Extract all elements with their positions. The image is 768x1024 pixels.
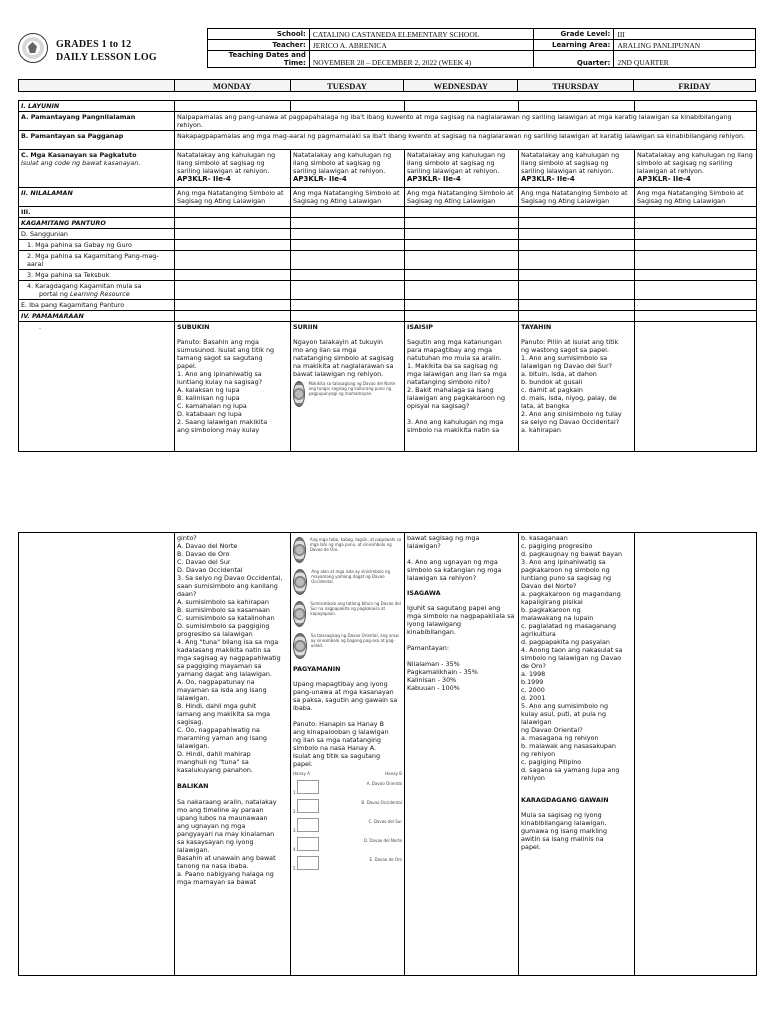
text-line [177, 790, 288, 798]
karagdagang-kagamitan-line2: portal ng [39, 290, 68, 298]
kasanayan-code: AP3KLR- IIe-4 [521, 175, 575, 183]
text-line: tanong na nasa ibaba. [177, 862, 249, 870]
text-line: B. Davao de Oro [177, 550, 230, 558]
text-line: Panuto: Hanapin sa Hanay B [293, 720, 384, 728]
kagamitang-panturo-label: KAGAMITANG PANTURO [19, 218, 175, 229]
text-line: 1. Ano ang sumisimbolo sa [521, 354, 608, 362]
tayahin-continued-text [521, 534, 632, 782]
day-header-row [18, 79, 756, 92]
text-line: ang simbolong may kulay [177, 426, 260, 434]
isaisip-heading: ISAISIP [407, 323, 433, 331]
deped-seal-logo [18, 33, 48, 63]
text-line: ang ugnayan ng mga [177, 822, 246, 830]
kasanayan-sublabel: Isulat ang code ng bawat kasanayan. [21, 159, 141, 167]
procedure-wednesday [405, 322, 519, 452]
pamantayang-pangnilalaman-label: A. Pamantayang Pangnilalaman [19, 112, 175, 131]
text-line: kapaligirang pisikal [521, 598, 583, 606]
seal-item [293, 569, 402, 595]
text-line: a. 1998 [521, 670, 546, 678]
text-line: yamang dagat ang lalawigan. [177, 670, 272, 678]
day-header-blank [19, 80, 175, 92]
area-label: Learning Area: [534, 40, 614, 51]
page2-wednesday [405, 533, 519, 976]
text-line: lamang ang makikita sa mga [177, 710, 271, 718]
pagyamanin-text [293, 680, 402, 768]
teacher-value: JERICO A. ABRENICA [309, 40, 534, 51]
text-line: de Oro? [521, 662, 546, 670]
school-value: CATALINO CASTANEDA ELEMENTARY SCHOOL [309, 29, 534, 40]
gabay-ng-guro-label: 1. Mga pahina sa Gabay ng Guro [19, 240, 175, 251]
dates-value: NOVEMBER 28 – DECEMBER 2, 2022 (WEEK 4) [309, 51, 534, 68]
text-line: b. bundok at gusali [521, 378, 583, 386]
nilalaman-friday: Ang mga Natatanging Simbolo at Sagisag ng Ating Lalawigan [635, 188, 757, 207]
text-line: luntiang kulay na sagisag? [177, 378, 263, 386]
isagawa-text [407, 604, 516, 692]
page2-label-cell [19, 533, 175, 976]
hanay-matching-list [293, 780, 402, 873]
seal-caption: Sumisimbolo ang tatlong bituin ng Davao del Sur na nagpapakita ng pagkakaisa at kapayapaan. [310, 601, 401, 616]
kasanayan-code: AP3KLR- IIe-4 [177, 175, 231, 183]
text-line: mo ang timeline ay paraan [177, 806, 264, 814]
pamamaraan-label: IV. PAMAMARAAN [19, 311, 175, 322]
tayahin-heading: TAYAHIN [521, 323, 552, 331]
text-line: Davao del Norte? [521, 582, 577, 590]
text-line: iyong lalawigang [407, 620, 462, 628]
text-line: na makikita at naglalarawan sa [293, 362, 394, 370]
text-line: pang-unawa at mga kasanayan [293, 688, 394, 696]
text-line: opisyal na sagisag? [407, 402, 470, 410]
lesson-log-table [18, 100, 757, 452]
text-line: Ngayon talakayin at tukuyin [293, 338, 383, 346]
text-line: simbolo sa katangian ng mga [407, 566, 502, 574]
text-line: a. Paano nabigyang halaga ng [177, 870, 274, 878]
text-line [407, 410, 516, 418]
procedure-label-cell: . [19, 322, 175, 452]
text-line: pangyayari na may kinalaman [177, 830, 275, 838]
hanay-b-item: B. Davao Occidental [361, 800, 402, 805]
hanay-a-number: 2. [293, 809, 297, 814]
teacher-label: Teacher: [208, 40, 310, 51]
text-line: mga simbolo na nagpapakilala sa [407, 612, 515, 620]
text-line: simbolo na nasa Hanay A. [293, 744, 377, 752]
day-tuesday: TUESDAY [290, 80, 404, 92]
hanay-row [293, 818, 402, 835]
text-line: lalawigan. [177, 694, 210, 702]
text-line: natutuhan mo mula sa aralin. [407, 354, 502, 362]
kasanayan-friday [635, 150, 757, 188]
kasanayan-tuesday [291, 150, 405, 188]
text-line: Nilalaman - 35% [407, 660, 460, 668]
text-line: mayaman sa isda ang isang [177, 686, 267, 694]
hanay-a-number: 5. [293, 866, 297, 871]
text-line: bawat lalawigan ng rehiyon. [293, 370, 384, 378]
day-friday: FRIDAY [634, 80, 756, 92]
layunin-label: I. LAYUNIN [19, 101, 175, 112]
kasanayan-code: AP3KLR- IIe-4 [407, 175, 461, 183]
provincial-seal-image [293, 537, 306, 563]
nilalaman-monday: Ang mga Natatanging Simbolo at Sagisag ng Ating Lalawigan [175, 188, 291, 207]
text-line: a. bituin, isda, at dahon [521, 370, 597, 378]
text-line: simbolo ng lalawigan ng Davao [521, 654, 622, 662]
iba-pang-kagamitan-label: E. Iba pang Kagamitang Panturo [19, 300, 175, 311]
text-line: D. sumisimbolo sa paggiging [177, 622, 270, 630]
hanay-row [293, 837, 402, 854]
day-thursday: THURSDAY [518, 80, 634, 92]
provincial-seal-image [293, 381, 305, 407]
text-line: Iguhit sa sagutang papel ang [407, 604, 501, 612]
area-value: ARALING PANLIPUNAN [614, 40, 756, 51]
kasanayan-monday [175, 150, 291, 188]
text-line: lalawigan. [177, 846, 210, 854]
teksbuk-label: 3. Mga pahina sa Teksbuk [19, 270, 175, 281]
text-line: A. sumisimbolo sa kahirapan [177, 598, 269, 606]
text-line: sagisag. [177, 718, 204, 726]
hanay-a-item [293, 837, 325, 854]
hanay-a-number: 3. [293, 828, 297, 833]
text-line: b. pagkakaroon ng [521, 606, 581, 614]
text-line: kadalasang makikita natin sa [177, 646, 271, 654]
text-line: papel. [177, 362, 197, 370]
text-line: c. 2000 [521, 686, 545, 694]
hanay-a-label: Hanay A [293, 771, 310, 776]
text-line: b. malawak ang nasasakupan [521, 742, 616, 750]
kasanayan-code: AP3KLR- IIe-4 [637, 175, 691, 183]
text-line: Upang mapagtibay ang iyong [293, 680, 388, 688]
text-line: Panuto: Piliin at isulat ang titik [521, 338, 619, 346]
hanay-row [293, 856, 402, 873]
provincial-seal-image [293, 633, 307, 659]
text-line: Kabuuan - 100% [407, 684, 460, 692]
nilalaman-thursday: Ang mga Natatanging Simbolo at Sagisag ng Ating Lalawigan [519, 188, 635, 207]
seal-thumbnail [297, 799, 319, 813]
hanay-row [293, 780, 402, 797]
text-line: Kalinisan - 30% [407, 676, 457, 684]
section-iii-label: III. [19, 207, 175, 218]
text-line: 3. Ano ang kahulugan ng mga [407, 418, 504, 426]
hanay-b-item: D. Davao del Norte [363, 838, 402, 843]
text-line: Isulat ang titik sa sagutang [293, 752, 381, 760]
text-line: 4. Ano ang ugnayan ng mga [407, 558, 498, 566]
text-line: 1. Makikita ba sa sagisag ng [407, 362, 498, 370]
karagdagang-gawain-text [521, 811, 632, 851]
procedure-monday [175, 322, 291, 452]
isaisip-continued-text [407, 534, 516, 582]
kasanayan-text: Natatalakay ang kahulugan ng ilang simbolo at sagisag ng sariling lalawigan at rehiyon. [521, 151, 620, 175]
text-line: C. Oo, nagpapahiwatig na [177, 726, 260, 734]
hanay-b-item: C. Davao del Sur [368, 819, 402, 824]
text-line: Panuto: Basahin ang mga [177, 338, 259, 346]
page2-tuesday [291, 533, 405, 976]
kasanayan-thursday [519, 150, 635, 188]
lesson-log-table-page2 [18, 532, 757, 976]
page2-friday [635, 533, 757, 976]
text-line: progresibo sa lalawigan [177, 630, 253, 638]
text-line: 2. Bakit mahalaga sa isang [407, 386, 494, 394]
dates-label-line1: Teaching Dates and [228, 51, 306, 59]
school-label: School: [208, 29, 310, 40]
text-line: C. sumisimbolo sa katalinohan [177, 614, 275, 622]
text-line: ng rehiyon [521, 750, 556, 758]
text-line: 4. Ang "tuna" bilang isa sa mga [177, 638, 279, 646]
text-line: gumawa ng isang maikling [521, 827, 607, 835]
kasanayan-text: Natatalakay ang kahulugan ng ilang simbolo at sagisag ng sariling lalawigan at rehiyon. [407, 151, 506, 175]
hanay-row [293, 799, 402, 816]
text-line: 5. Ano ang sumisimbolo ng [521, 702, 609, 710]
text-line: lalawigan [521, 718, 552, 726]
pamantayang-pangnilalaman-text: Naipapamalas ang pang-unawa at pagpapahalaga ng iba't ibang kuwento at mga sagisag na naglalarawan ng sariling lalawigan at mga karatig lalawigan sa kinabibilangang rehiyon. [175, 112, 757, 131]
text-line: c. damit at pagkain [521, 386, 583, 394]
text-line: B. kalinisan ng lupa [177, 394, 240, 402]
text-line: malawakang na lupain [521, 614, 594, 622]
text-line: ang kinapalooban g lalawigan [293, 728, 389, 736]
seal-caption: Makikita sa talasagisag ng Davao del Norte ang tungo; sagisag ng kulturang puno ng pagpupunyagi ng mamamayan. [308, 381, 396, 396]
seal-caption: Ang mga tabo, kabog, tagsik, at pagsiwahi sa mga lahi ng mga puno, at sinisimbolo ng Davao de Oro. [309, 537, 402, 552]
seal-thumbnail [297, 856, 319, 870]
text-line: lalawigan? [407, 542, 441, 550]
text-line: pagkakaroon ng simbolo ng [521, 566, 610, 574]
text-line: 2. Ano ang sinisimbolo ng tulay [521, 410, 622, 418]
text-line: kinabibilangang lalawigan, [521, 819, 607, 827]
seal-list [293, 537, 402, 659]
hanay-b-item: E. Davao de Oro [369, 857, 402, 862]
kasanayan-text: Natatalakay ang kahulugan ng ilang simbolo at sagisag ng sariling lalawigan at rehiyon. [177, 151, 276, 175]
text-line: b.1999 [521, 678, 544, 686]
text-line: 4. Anong taon ang nakasulat sa [521, 646, 623, 654]
karagdagang-kagamitan-line1: 4. Karagdagang Kagamitan mula sa [27, 282, 142, 290]
text-line: 3. Ano ang ipinahiwatig sa [521, 558, 606, 566]
text-line: manghuli ng "tuna" sa [177, 758, 249, 766]
kasanayan-label: C. Mga Kasanayan sa Pagkatuto [21, 151, 137, 159]
text-line: sa kasaysayan ng iyong [177, 838, 254, 846]
suriin-heading: SURIIN [293, 323, 318, 331]
text-line: Pagkamalikhain - 35% [407, 668, 478, 676]
nilalaman-label: II. NILALAMAN [19, 188, 175, 207]
text-line: simbolo na makikita natin sa [407, 426, 500, 434]
text-line: sa paksa, sagutin ang gawain sa [293, 696, 398, 704]
suriin-text [293, 338, 402, 378]
text-line: a. masagana ng rehiyon [521, 734, 599, 742]
hanay-a-item [293, 818, 325, 835]
text-line: D. Hindi, dahil mahirap [177, 750, 251, 758]
nilalaman-tuesday: Ang mga Natatanging Simbolo at Sagisag ng Ating Lalawigan [291, 188, 405, 207]
learning-resource-label: Learning Resource [69, 290, 130, 298]
grade-value: III [614, 29, 756, 40]
kagamitang-pang-mag-aaral-label: 2. Mga pahina sa Kagamitang Pang-mag-aaral [19, 251, 175, 270]
text-line: sumusunod. Isulat ang titik ng [177, 346, 275, 354]
text-line: lalawigan ng Davao del Sur? [521, 362, 612, 370]
isaisip-text [407, 338, 516, 434]
text-line: A. Oo, nagpapatunay na [177, 678, 255, 686]
provincial-seal-image [293, 601, 306, 627]
text-line: lalawigan sa rehiyon? [407, 574, 477, 582]
text-line: mga lalawigan ang ilan sa mga [407, 370, 507, 378]
text-line [293, 712, 402, 720]
text-line: C. kamahalan ng lupa [177, 402, 247, 410]
kasanayan-text: Natatalakay ang kahulugan ng ilang simbolo at sagisag ng sariling lalawigan at rehiyon. [293, 151, 392, 175]
text-line: A. kalaksan ng lupa [177, 386, 240, 394]
text-line: Mula sa sagisag ng iyong [521, 811, 602, 819]
text-line: c. pagiging progresibo [521, 542, 593, 550]
hanay-a-number: 1. [293, 790, 297, 795]
text-line: mga sagisag ay nagpapahiwatig [177, 654, 281, 662]
text-line: b. kasaganaan [521, 534, 568, 542]
procedure-tuesday [291, 322, 405, 452]
text-line: Basahin at unawain ang bawat [177, 854, 276, 862]
seal-caption: Sa talasagisag ng Davao Oriental, ang araw ay sinisimbolo ng bagong pag-asa at pag-unlad. [310, 633, 399, 648]
dates-label-line2: Time: [283, 59, 306, 67]
text-line: Pamantayan: [407, 644, 449, 652]
hanay-b-item: A. Davao Oriental [366, 781, 402, 786]
tayahin-text [521, 338, 632, 434]
day-monday: MONDAY [174, 80, 290, 92]
text-line: c. pagiging Pilipino [521, 758, 582, 766]
text-line: d. pagkaugnay ng bawat bayan [521, 550, 623, 558]
isagawa-heading: ISAGAWA [407, 589, 441, 597]
procedure-thursday [519, 322, 635, 452]
text-line: daan? [177, 590, 197, 598]
text-line: lalawigan. [177, 742, 210, 750]
pamantayan-sa-pagganap-text: Nakapagpapamalas ang mga mag-aaral ng pagmamalaki sa iba't ibang kwento at sagisag na naglalarawan ng sariling lalawigan at karatig lalawigan sa kinabibilangang rehiyon. [175, 131, 757, 150]
text-line: bawat sagisag ng mga [407, 534, 480, 542]
hanay-a-item [293, 799, 325, 816]
text-line: C. Davao del Sur [177, 558, 231, 566]
text-line: saan sumisimbolo ang kanilang [177, 582, 278, 590]
text-line [177, 774, 288, 782]
hanay-b-label: Hanay B [385, 771, 402, 776]
seal-thumbnail [297, 837, 319, 851]
text-line: sa paggiging mayaman sa [177, 662, 262, 670]
text-line: c. paglalatad ng masaganang [521, 622, 617, 630]
seal-item [293, 601, 402, 627]
kasanayan-code: AP3KLR- IIe-4 [293, 175, 347, 183]
text-line: natatanging simbolo nito? [407, 378, 491, 386]
page2-monday [175, 533, 291, 976]
text-line: Sa nakaraang aralin, natalakay [177, 798, 277, 806]
text-line: awitin sa isang malinis na [521, 835, 604, 843]
text-line: natatanging simbolo at sagisag [293, 354, 394, 362]
text-line: sa selyo ng Davao Occidental? [521, 418, 620, 426]
form-title-line2: DAILY LESSON LOG [56, 52, 157, 63]
seal-thumbnail [297, 818, 319, 832]
nilalaman-wednesday: Ang mga Natatanging Simbolo at Sagisag ng Ating Lalawigan [405, 188, 519, 207]
header-info-table [207, 28, 756, 68]
kasanayan-text: Natatalakay ang kahulugan ng ilang simbolo at sagisag ng sariling lalawigan at rehiyon. [637, 151, 753, 175]
text-line [407, 550, 516, 558]
subukin-heading: SUBUKIN [177, 323, 210, 331]
text-line: d. mais, isda, niyog, palay, de [521, 394, 617, 402]
text-line: B. Hindi, dahil mga guhit [177, 702, 257, 710]
text-line: kasalukuyang panahon. [177, 766, 253, 774]
text-line: lata, at bangka [521, 402, 570, 410]
provincial-seal-image [293, 569, 307, 595]
text-line [407, 636, 516, 644]
text-line: 1. Ano ang ipinahiwatig sa [177, 370, 262, 378]
text-line: 2. Saang lalawigan makikita [177, 418, 268, 426]
text-line: ng Davao Oriental? [521, 726, 583, 734]
text-line: papel. [521, 843, 541, 851]
text-line: ibaba. [293, 704, 313, 712]
text-line: mo ang ilan sa mga [293, 346, 357, 354]
dates-label [208, 51, 310, 68]
seal-thumbnail [297, 780, 319, 794]
pamantayan-sa-pagganap-label: B. Pamantayan sa Pagganap [19, 131, 175, 150]
page2-thursday [519, 533, 635, 976]
text-line: Sagutin ang mga katanungan [407, 338, 502, 346]
text-line: upang lubos na maunawaan [177, 814, 268, 822]
subukin-text [177, 338, 288, 434]
text-line: a. pagkakaroon ng magandang [521, 590, 621, 598]
quarter-value: 2ND QUARTER [614, 51, 756, 68]
form-title [56, 38, 157, 64]
hanay-a-number: 4. [293, 847, 297, 852]
text-line: d. 2001 [521, 694, 546, 702]
text-line: mga mamayan sa bawat [177, 878, 257, 886]
karagdagang-gawain-heading: KARAGDAGANG GAWAIN [521, 796, 609, 804]
text-line: 3. Sa selyo ng Davao Occidental, [177, 574, 283, 582]
text-line: d. pagpapakita ng pasyalan [521, 638, 610, 646]
torch-icon [28, 42, 37, 53]
text-line: lalawigan ang pagkakaroon ng [407, 394, 506, 402]
text-line: papel. [293, 760, 313, 768]
text-line: D. katabaan ng lupa [177, 410, 242, 418]
text-line: kulay asul, puti, at pula ng [521, 710, 607, 718]
sanggunian-label: D. Sanggunian [19, 229, 175, 240]
text-line [407, 652, 516, 660]
seal-item [293, 633, 402, 659]
hanay-header [293, 770, 402, 778]
day-wednesday: WEDNESDAY [404, 80, 518, 92]
text-line: luntiang puno sa sagisag ng [521, 574, 612, 582]
kasanayan-wednesday [405, 150, 519, 188]
seal-row [293, 381, 402, 407]
text-line: A. Davao del Norte [177, 542, 238, 550]
grade-label: Grade Level: [534, 29, 614, 40]
monday-continued-text [177, 534, 288, 886]
text-line: ginto? [177, 534, 197, 542]
hanay-a-item [293, 780, 325, 797]
text-line: rehiyon [521, 774, 545, 782]
kasanayan-label-cell [19, 150, 175, 188]
seal-caption: Ang alon at mga isda ay sinisimbolo ng mayamang yamang dagat ng Davao Occidental. [311, 569, 390, 584]
text-line: maraming yaman ang isang [177, 734, 267, 742]
text-line: D. Davao Occidental [177, 566, 243, 574]
text-line: B. sumisimbolo sa kasamaan [177, 606, 270, 614]
text-line: para mapagtibay ang mga [407, 346, 493, 354]
text-line: a. kahirapan [521, 426, 561, 434]
seal-item [293, 537, 402, 563]
text-line: kinabibilangan. [407, 628, 456, 636]
text-line: d. sagana sa yamang lupa ang [521, 766, 620, 774]
text-line: BALIKAN [177, 782, 209, 790]
form-title-line1: GRADES 1 to 12 [56, 39, 132, 50]
text-line: ng wastong sagot sa papel. [521, 346, 609, 354]
text-line: agrikultura [521, 630, 556, 638]
text-line: tamang sagot sa sagutang [177, 354, 263, 362]
pagyamanin-heading: PAGYAMANIN [293, 665, 341, 673]
karagdagang-kagamitan-label [19, 281, 175, 300]
hanay-a-item [293, 856, 325, 873]
text-line: ng ilan sa mga natatanging [293, 736, 381, 744]
quarter-label: Quarter: [534, 51, 614, 68]
procedure-friday [635, 322, 757, 452]
